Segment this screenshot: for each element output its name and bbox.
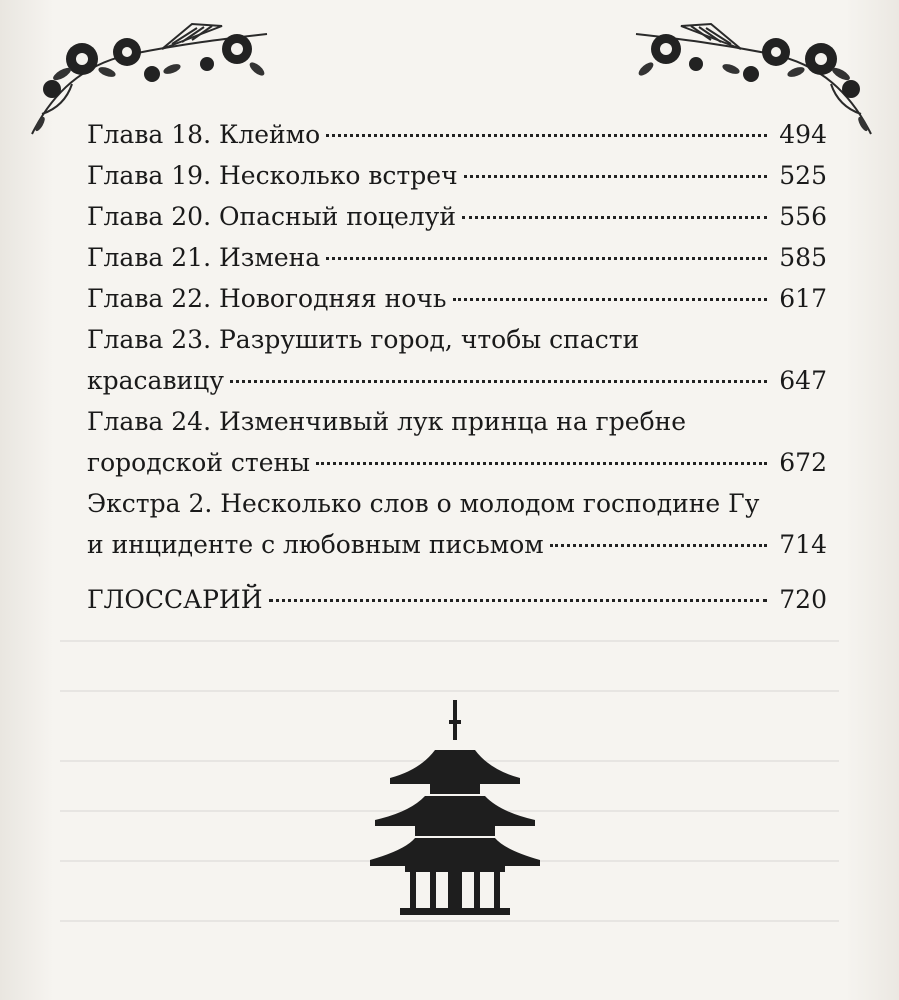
table-of-contents	[87, 114, 827, 620]
toc-entry[interactable]	[87, 114, 827, 155]
toc-entry-title: Глава 22. Новогодняя ночь	[87, 284, 447, 313]
toc-entry[interactable]	[87, 237, 827, 278]
dot-leader	[453, 298, 768, 301]
toc-entry-page: 585	[779, 243, 827, 272]
toc-entry[interactable]	[87, 401, 827, 483]
toc-entry-page: 672	[779, 448, 827, 477]
toc-entry-title: Глава 19. Несколько встреч	[87, 161, 458, 190]
toc-entry-title: Глава 18. Клеймо	[87, 120, 321, 149]
dot-leader	[230, 380, 767, 383]
toc-entry-title-line1: Экстра 2. Несколько слов о молодом господине Гу	[87, 489, 760, 518]
toc-glossary-title: ГЛОССАРИЙ	[87, 585, 263, 614]
toc-entry-page: 494	[779, 120, 827, 149]
dot-leader	[326, 257, 767, 260]
toc-entry-page: 647	[779, 366, 827, 395]
toc-glossary-entry[interactable]	[87, 579, 827, 620]
dot-leader	[462, 216, 767, 219]
pagoda-icon	[370, 700, 540, 915]
toc-entry-page: 714	[779, 530, 827, 559]
toc-entry-page: 617	[779, 284, 827, 313]
bleed-through-line	[60, 640, 839, 642]
toc-entry[interactable]	[87, 278, 827, 319]
dot-leader	[326, 134, 767, 137]
dot-leader	[269, 599, 767, 602]
toc-glossary-page: 720	[779, 585, 827, 614]
dot-leader	[316, 462, 767, 465]
toc-entry[interactable]	[87, 155, 827, 196]
dot-leader	[550, 544, 767, 547]
dot-leader	[464, 175, 767, 178]
toc-entry-title-line1: Глава 23. Разрушить город, чтобы спасти	[87, 325, 640, 354]
toc-entry-title-line1: Глава 24. Изменчивый лук принца на гребне	[87, 407, 687, 436]
toc-entry-title-line2: городской стены	[87, 448, 311, 477]
toc-entry[interactable]	[87, 196, 827, 237]
toc-entry-title: Глава 20. Опасный поцелуй	[87, 202, 457, 231]
bleed-through-line	[60, 920, 839, 922]
toc-entry[interactable]	[87, 483, 827, 565]
toc-entry-page: 525	[779, 161, 827, 190]
toc-entry-title-line2: красавицу	[87, 366, 224, 395]
toc-entry[interactable]	[87, 319, 827, 401]
toc-entry-page: 556	[779, 202, 827, 231]
toc-entry-title: Глава 21. Измена	[87, 243, 321, 272]
bleed-through-line	[60, 690, 839, 692]
toc-entry-title-line2: и инциденте с любовным письмом	[87, 530, 544, 559]
